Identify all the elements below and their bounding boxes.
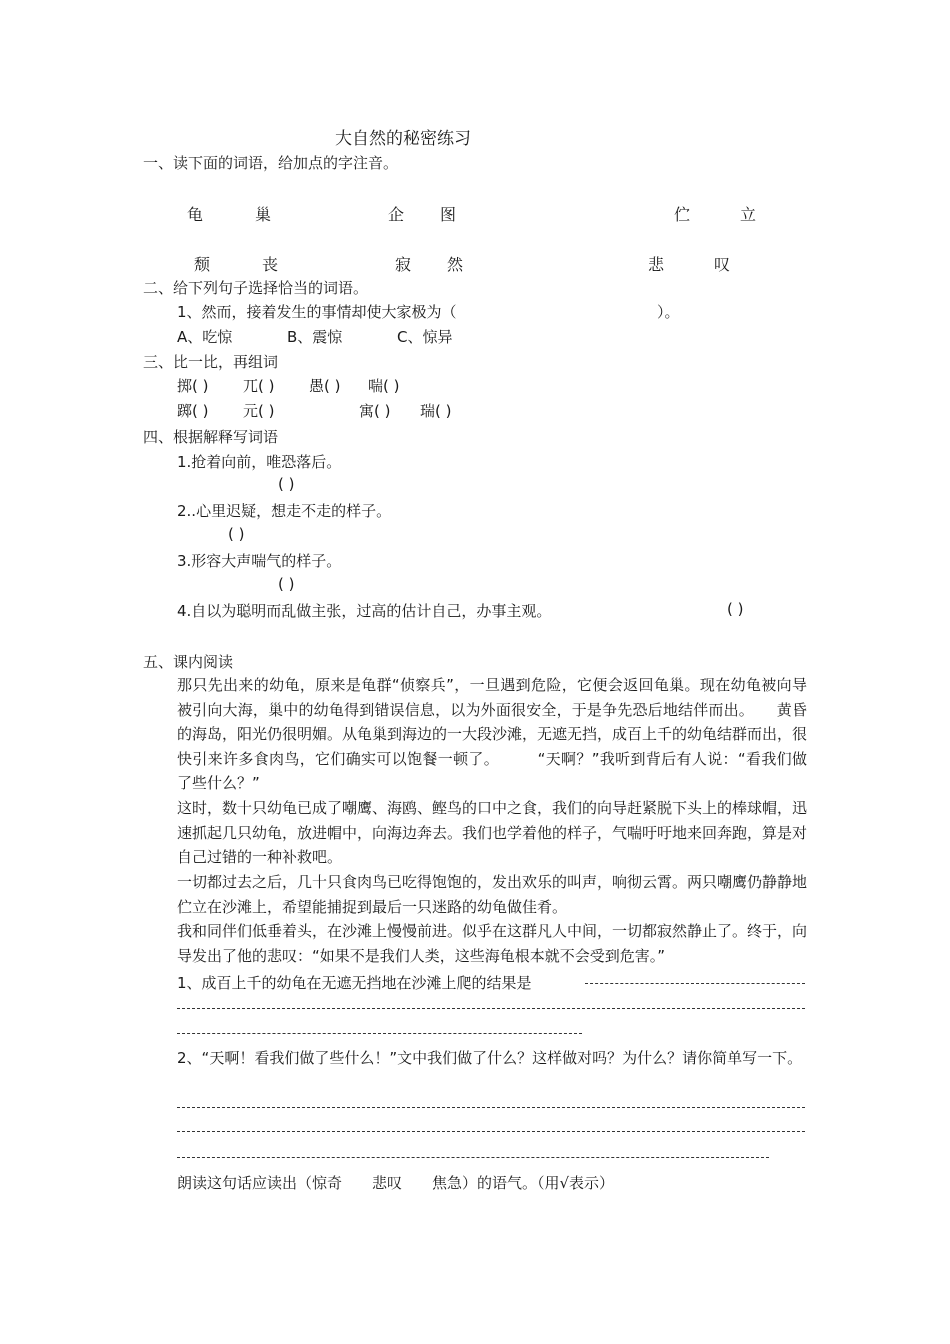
answer-blank[interactable]: ( ) xyxy=(278,475,295,493)
pinyin-char: 悲 xyxy=(648,255,665,274)
question-4-4: 4.自以为聪明而乱做主张，过高的估计自己，办事主观。 xyxy=(177,602,552,620)
pinyin-char: 然 xyxy=(447,255,464,274)
reading-paragraph-3: 一切都过去之后，几十只食肉鸟已吃得饱饱的，发出欢乐的叫声，响彻云霄。两只嘲鹰仍静静地伫立在沙滩上，希望能捕捉到最后一只迷路的幼龟做佳肴。 xyxy=(177,873,808,916)
pinyin-char: 伫 xyxy=(674,205,691,224)
section-4-heading: 四、根据解释写词语 xyxy=(143,428,279,446)
compare-word: 喘( ) xyxy=(368,377,400,395)
pinyin-char: 寂 xyxy=(395,255,412,274)
compare-word: 元( ) xyxy=(243,402,275,420)
compare-word: 踯( ) xyxy=(177,402,209,420)
pinyin-char: 颓 xyxy=(194,255,211,274)
answer-line[interactable] xyxy=(177,1157,769,1158)
question-4-3: 3.形容大声喘气的样子。 xyxy=(177,552,342,570)
compare-word: 愚( ) xyxy=(309,377,341,395)
question-2-1-end: ）。 xyxy=(657,303,680,321)
question-2-1: 1、然而，接着发生的事情却使大家极为（ xyxy=(177,303,457,321)
reading-question-2: 2、“天啊！看我们做了些什么！”文中我们做了什么？这样做对吗？为什么？请你简单写一下。 xyxy=(177,1049,803,1067)
compare-word: 瑞( ) xyxy=(420,402,452,420)
reading-paragraph-4: 我和同伴们低垂着头，在沙滩上慢慢前进。似乎在这群凡人中间，一切都寂然静止了。终于，向导发出了他的悲叹：“如果不是我们人类，这些海龟根本就不会受到危害。” xyxy=(177,922,808,965)
answer-line[interactable] xyxy=(177,1131,805,1132)
answer-line[interactable] xyxy=(585,983,805,984)
section-5-heading: 五、课内阅读 xyxy=(143,653,234,671)
reading-question-3: 朗读这句话应读出（惊奇 悲叹 焦急）的语气。（用√表示） xyxy=(177,1174,615,1192)
question-4-1: 1.抢着向前，唯恐落后。 xyxy=(177,453,342,471)
answer-blank[interactable]: ( ) xyxy=(228,525,245,543)
pinyin-char: 叹 xyxy=(714,255,731,274)
pinyin-char: 企 xyxy=(388,205,405,224)
reading-question-1: 1、成百上千的幼龟在无遮无挡地在沙滩上爬的结果是 xyxy=(177,974,532,992)
option-b: B、震惊 xyxy=(287,328,343,346)
section-3-heading: 三、比一比，再组词 xyxy=(143,353,279,371)
question-4-2: 2..心里迟疑，想走不走的样子。 xyxy=(177,502,392,520)
section-2-heading: 二、给下列句子选择恰当的词语。 xyxy=(143,279,369,297)
page-title: 大自然的秘密练习 xyxy=(335,129,471,149)
pinyin-char: 巢 xyxy=(255,205,272,224)
compare-word: 掷( ) xyxy=(177,377,209,395)
pinyin-char: 丧 xyxy=(262,255,279,274)
option-c: C、惊异 xyxy=(397,328,453,346)
reading-paragraph-1: 那只先出来的幼龟，原来是龟群“侦察兵”，一旦遇到危险，它便会返回龟巢。现在幼龟被向导被引向大海，巢中的幼龟得到错误信息，以为外面很安全，于是争先恐后地结伴而出。 黄昏的海岛，阳光仍很明媚。从龟巢到海边的一大段沙滩，无遮无挡，成百上千的幼龟结群而出，很快引来许多食肉鸟，它们确实可以饱餐一顿了。 “天啊？”我听到背后有人说：“看我们做了些什么？” xyxy=(177,676,808,792)
compare-word: 寓( ) xyxy=(359,402,391,420)
answer-line[interactable] xyxy=(177,1107,805,1108)
pinyin-char: 龟 xyxy=(187,205,204,224)
option-a: A、吃惊 xyxy=(177,328,233,346)
pinyin-char: 图 xyxy=(440,205,457,224)
section-1-heading: 一、读下面的词语，给加点的字注音。 xyxy=(143,154,399,172)
answer-line[interactable] xyxy=(177,1008,805,1009)
compare-word: 兀( ) xyxy=(243,377,275,395)
reading-paragraph-2: 这时，数十只幼龟已成了嘲鹰、海鸥、鲣鸟的口中之食，我们的向导赶紧脱下头上的棒球帽，迅速抓起几只幼龟，放进帽中，向海边奔去。我们也学着他的样子，气喘吁吁地来回奔跑，算是对自己过错的一种补救吧。 xyxy=(177,799,808,866)
pinyin-char: 立 xyxy=(740,205,757,224)
answer-blank[interactable]: ( ) xyxy=(278,575,295,593)
answer-line[interactable] xyxy=(177,1033,582,1034)
answer-blank[interactable]: ( ) xyxy=(727,600,744,618)
